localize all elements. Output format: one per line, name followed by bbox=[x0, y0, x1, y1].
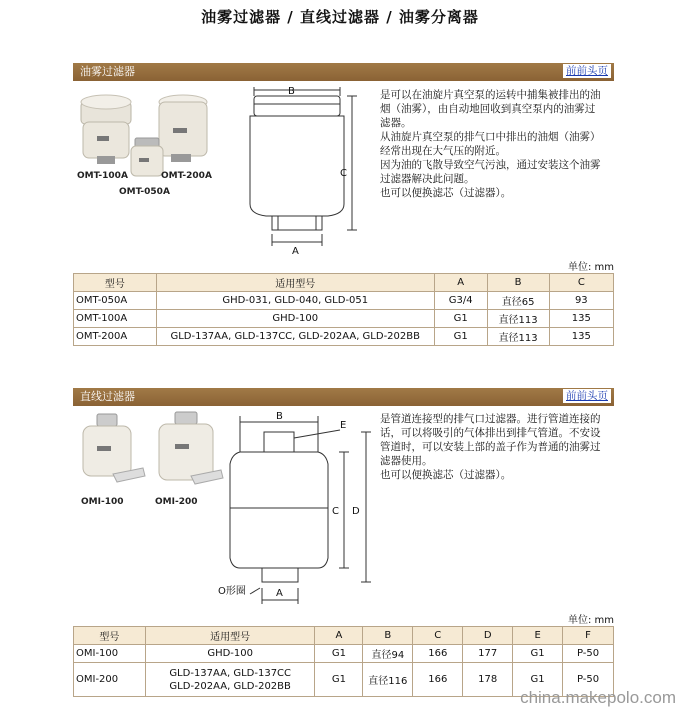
table-row bbox=[74, 328, 614, 346]
cell-applicable bbox=[145, 663, 315, 697]
applicable-line: GLD-137AA, GLD-137CC bbox=[169, 667, 292, 679]
section-header-oil-mist-filter bbox=[73, 63, 614, 81]
back-to-top-link[interactable]: 前前头页 bbox=[563, 64, 611, 78]
page-title: 油雾过滤器 / 直线过滤器 / 油雾分离器 bbox=[201, 8, 479, 26]
photo-label-omt-200a: OMT-200A bbox=[161, 171, 212, 181]
cell-a: G1 bbox=[315, 645, 363, 663]
header-b: B bbox=[363, 627, 413, 645]
omt-200a-filter-image bbox=[159, 95, 207, 162]
description-line: 经常出现在大气压的附近。 bbox=[380, 145, 506, 157]
header-e: E bbox=[513, 627, 563, 645]
description-line: 滤器。 bbox=[380, 117, 412, 129]
photo-label-omt-100a: OMT-100A bbox=[77, 171, 128, 181]
omt-product-photo bbox=[73, 88, 233, 200]
cell-b: 直径116 bbox=[363, 663, 413, 697]
cell-a: G3/4 bbox=[434, 292, 487, 310]
cell-c: 93 bbox=[549, 292, 613, 310]
description-line: 也可以便换滤芯（过滤器）。 bbox=[380, 469, 512, 481]
description-line: 从油旋片真空泵的排气口中排出的油烟（油雾） bbox=[380, 131, 601, 143]
dim-label-b: B bbox=[288, 86, 295, 97]
photo-label-omi-200: OMI-200 bbox=[155, 497, 198, 507]
cell-b: 直径94 bbox=[363, 645, 413, 663]
header-d: D bbox=[463, 627, 513, 645]
cell-e: G1 bbox=[513, 663, 563, 697]
section-title: 直线过滤器 bbox=[80, 390, 135, 403]
header-applicable: 适用型号 bbox=[156, 274, 434, 292]
header-model: 型号 bbox=[74, 627, 146, 645]
omt-dimension-drawing bbox=[232, 84, 362, 256]
dim-label-a: A bbox=[292, 246, 299, 256]
table-row bbox=[74, 645, 614, 663]
inline-filter-description bbox=[380, 412, 618, 482]
dim-label-c: C bbox=[340, 168, 347, 179]
description-line: 过滤器解决此问题。 bbox=[380, 173, 475, 185]
omi-spec-table bbox=[73, 626, 614, 697]
header-f: F bbox=[563, 627, 614, 645]
cell-model: OMI-200 bbox=[74, 663, 146, 697]
description-line: 滤器使用。 bbox=[380, 455, 433, 467]
cell-d: 177 bbox=[463, 645, 513, 663]
cell-a: G1 bbox=[434, 310, 487, 328]
cell-c: 135 bbox=[549, 310, 613, 328]
cell-model: OMI-100 bbox=[74, 645, 146, 663]
cell-f: P-50 bbox=[563, 645, 614, 663]
cell-b: 直径113 bbox=[487, 310, 549, 328]
header-c: C bbox=[413, 627, 463, 645]
header-model: 型号 bbox=[74, 274, 157, 292]
section-title: 油雾过滤器 bbox=[80, 65, 135, 78]
cell-applicable: GHD-100 bbox=[156, 310, 434, 328]
unit-label: 单位: mm bbox=[567, 615, 614, 626]
cell-applicable: GHD-100 bbox=[145, 645, 315, 663]
omi-dimension-drawing bbox=[210, 408, 378, 608]
omt-100a-filter-image bbox=[81, 95, 131, 164]
description-line: 烟（油雾），由自动地回收到真空泵内的油雾过 bbox=[380, 103, 596, 115]
dim-label-d: D bbox=[352, 506, 360, 517]
dim-label-b: B bbox=[276, 411, 283, 422]
cell-b: 直径113 bbox=[487, 328, 549, 346]
watermark: china.makepolo.com bbox=[520, 688, 676, 707]
header-b: B bbox=[487, 274, 549, 292]
omi-product-photo bbox=[73, 410, 233, 510]
omt-050a-filter-image bbox=[131, 138, 163, 176]
header-a: A bbox=[315, 627, 363, 645]
header-applicable: 适用型号 bbox=[145, 627, 315, 645]
description-line: 因为油的飞散导致空气污浊，通过安装这个油雾 bbox=[380, 159, 601, 171]
back-to-top-link[interactable]: 前前头页 bbox=[563, 389, 611, 403]
description-line: 是可以在油旋片真空泵的运转中捕集被排出的油 bbox=[380, 89, 601, 101]
cell-applicable: GLD-137AA, GLD-137CC, GLD-202AA, GLD-202BB bbox=[156, 328, 434, 346]
header-a: A bbox=[434, 274, 487, 292]
cell-applicable: GHD-031, GLD-040, GLD-051 bbox=[156, 292, 434, 310]
photo-label-omi-100: OMI-100 bbox=[81, 497, 124, 507]
description-line: 是管道连接型的排气口过滤器。进行管道连接的 bbox=[380, 413, 601, 425]
applicable-line: GLD-202AA, GLD-202BB bbox=[169, 680, 291, 692]
cell-model: OMT-050A bbox=[74, 292, 157, 310]
cell-c: 166 bbox=[413, 645, 463, 663]
cell-model: OMT-100A bbox=[74, 310, 157, 328]
dim-label-c: C bbox=[332, 506, 339, 517]
photo-label-omt-050a: OMT-050A bbox=[119, 187, 170, 197]
header-c: C bbox=[549, 274, 613, 292]
cell-c: 166 bbox=[413, 663, 463, 697]
cell-e: G1 bbox=[513, 645, 563, 663]
omi-100-filter-image bbox=[83, 414, 145, 482]
cell-c: 135 bbox=[549, 328, 613, 346]
cell-a: G1 bbox=[315, 663, 363, 697]
description-line: 也可以便换滤芯（过滤器）。 bbox=[380, 187, 512, 199]
table-row bbox=[74, 310, 614, 328]
cell-d: 178 bbox=[463, 663, 513, 697]
cell-f: P-50 bbox=[563, 663, 614, 697]
section-header-inline-filter bbox=[73, 388, 614, 406]
cell-model: OMT-200A bbox=[74, 328, 157, 346]
oil-mist-filter-description bbox=[380, 88, 618, 200]
description-line: 话，可以将吸引的气体排出到排气管道。不安设 bbox=[380, 427, 601, 439]
table-header-row bbox=[74, 627, 614, 645]
dim-label-e: E bbox=[340, 420, 347, 431]
table-row bbox=[74, 292, 614, 310]
cell-b: 直径65 bbox=[487, 292, 549, 310]
table-header-row bbox=[74, 274, 614, 292]
dim-label-o-ring: O形圈 bbox=[218, 586, 246, 597]
omt-spec-table bbox=[73, 273, 614, 346]
description-line: 管道时，可以安装上部的盖子作为普通的油雾过 bbox=[380, 441, 601, 453]
unit-label: 单位: mm bbox=[567, 262, 614, 273]
cell-a: G1 bbox=[434, 328, 487, 346]
dim-label-a: A bbox=[276, 588, 283, 599]
